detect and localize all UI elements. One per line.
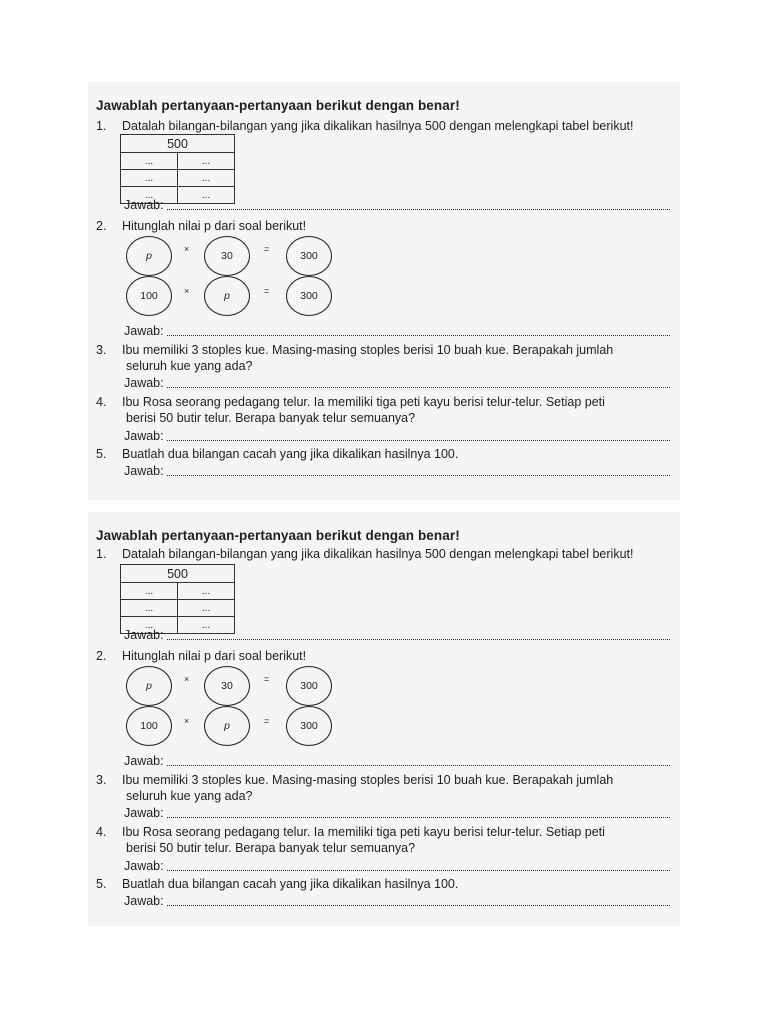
equation-circle: 100	[126, 706, 172, 746]
answer-label: Jawab:	[124, 324, 164, 338]
question-text-continued: berisi 50 butir telur. Berapa banyak telur semuanya?	[126, 411, 416, 425]
equation-circle: 300	[286, 236, 332, 276]
equation-circle: 30	[204, 236, 250, 276]
question-2	[96, 648, 678, 664]
equation-circle: 100	[126, 276, 172, 316]
worksheet-top	[88, 82, 680, 500]
question-text: Buatlah dua bilangan cacah yang jika dikalikan hasilnya 100.	[122, 877, 459, 891]
question-5	[96, 446, 678, 462]
question-5	[96, 876, 678, 892]
table-header: 500	[121, 135, 235, 153]
answer-line-3[interactable]	[124, 806, 670, 820]
table-cell[interactable]: ...	[178, 187, 235, 204]
question-4	[96, 394, 678, 426]
table-cell[interactable]: ...	[121, 153, 178, 170]
answer-dots[interactable]	[167, 764, 670, 766]
table-cell[interactable]: ...	[121, 187, 178, 204]
answer-label: Jawab:	[124, 754, 164, 768]
table-cell[interactable]: ...	[178, 583, 235, 600]
answer-dots[interactable]	[167, 869, 670, 871]
question-3	[96, 342, 678, 374]
equals-sign: =	[264, 674, 270, 684]
question-text: Datalah bilangan-bilangan yang jika dikalikan hasilnya 500 dengan melengkapi tabel berikut!	[122, 119, 634, 133]
question-text-continued: berisi 50 butir telur. Berapa banyak telur semuanya?	[126, 841, 416, 855]
question-number: 4.	[96, 395, 107, 409]
question-text: Ibu memiliki 3 stoples kue. Masing-masing stoples berisi 10 buah kue. Berapakah jumlah	[122, 343, 614, 357]
question-text-continued: seluruh kue yang ada?	[126, 789, 253, 803]
table-cell[interactable]: ...	[121, 583, 178, 600]
multiply-sign: ×	[184, 286, 190, 296]
question-text: Buatlah dua bilangan cacah yang jika dikalikan hasilnya 100.	[122, 447, 459, 461]
question-text-continued: seluruh kue yang ada?	[126, 359, 253, 373]
question-3	[96, 772, 678, 804]
answer-line-5[interactable]	[124, 894, 670, 908]
question-number: 2.	[96, 649, 107, 663]
worksheet-bottom	[88, 512, 680, 926]
question-1	[96, 118, 678, 134]
question-text: Ibu Rosa seorang pedagang telur. Ia memiliki tiga peti kayu berisi telur-telur. Setiap peti	[122, 395, 605, 409]
equals-sign: =	[264, 286, 270, 296]
table-cell[interactable]: ...	[178, 170, 235, 187]
question-1	[96, 546, 678, 562]
answer-dots[interactable]	[167, 816, 670, 818]
question-number: 5.	[96, 877, 107, 891]
answer-dots[interactable]	[167, 334, 670, 336]
equation-circle: 300	[286, 276, 332, 316]
answer-label: Jawab:	[124, 806, 164, 820]
question-text: Ibu memiliki 3 stoples kue. Masing-masing stoples berisi 10 buah kue. Berapakah jumlah	[122, 773, 614, 787]
worksheet-heading: Jawablah pertanyaan-pertanyaan berikut dengan benar!	[96, 98, 460, 113]
answer-dots[interactable]	[167, 638, 670, 640]
multiply-sign: ×	[184, 244, 190, 254]
question-number: 1.	[96, 547, 107, 561]
answer-line-3[interactable]	[124, 376, 670, 390]
table-header: 500	[121, 565, 235, 583]
question-text: Ibu Rosa seorang pedagang telur. Ia memiliki tiga peti kayu berisi telur-telur. Setiap peti	[122, 825, 605, 839]
table-cell[interactable]: ...	[121, 600, 178, 617]
answer-line-1[interactable]	[124, 198, 670, 212]
question-text: Hitunglah nilai p dari soal berikut!	[122, 649, 307, 663]
answer-dots[interactable]	[167, 474, 670, 476]
answer-line-5[interactable]	[124, 464, 670, 478]
multiply-sign: ×	[184, 674, 190, 684]
answer-line-4[interactable]	[124, 859, 670, 873]
table-cell[interactable]: ...	[121, 617, 178, 634]
answer-line-4[interactable]	[124, 429, 670, 443]
equals-sign: =	[264, 244, 270, 254]
worksheet-heading: Jawablah pertanyaan-pertanyaan berikut dengan benar!	[96, 528, 460, 543]
question-number: 5.	[96, 447, 107, 461]
answer-line-2[interactable]	[124, 324, 670, 338]
factor-table	[120, 564, 235, 634]
answer-label: Jawab:	[124, 464, 164, 478]
equation-circle: 300	[286, 706, 332, 746]
question-number: 2.	[96, 219, 107, 233]
answer-line-2[interactable]	[124, 754, 670, 768]
question-number: 3.	[96, 773, 107, 787]
table-cell[interactable]: ...	[178, 617, 235, 634]
table-cell[interactable]: ...	[121, 170, 178, 187]
equals-sign: =	[264, 716, 270, 726]
equation-circle: 30	[204, 666, 250, 706]
answer-dots[interactable]	[167, 439, 670, 441]
equation-circle: p	[204, 276, 250, 316]
answer-label: Jawab:	[124, 198, 164, 212]
table-cell[interactable]: ...	[178, 600, 235, 617]
multiply-sign: ×	[184, 716, 190, 726]
answer-label: Jawab:	[124, 429, 164, 443]
question-text: Hitunglah nilai p dari soal berikut!	[122, 219, 307, 233]
question-2	[96, 218, 678, 234]
equation-circle: p	[204, 706, 250, 746]
question-number: 3.	[96, 343, 107, 357]
question-4	[96, 824, 678, 856]
answer-label: Jawab:	[124, 376, 164, 390]
equation-circle: 300	[286, 666, 332, 706]
answer-dots[interactable]	[167, 208, 670, 210]
answer-dots[interactable]	[167, 386, 670, 388]
answer-dots[interactable]	[167, 904, 670, 906]
table-cell[interactable]: ...	[178, 153, 235, 170]
question-text: Datalah bilangan-bilangan yang jika dikalikan hasilnya 500 dengan melengkapi tabel berikut!	[122, 547, 634, 561]
question-number: 1.	[96, 119, 107, 133]
answer-label: Jawab:	[124, 628, 164, 642]
equation-circle: p	[126, 236, 172, 276]
factor-table	[120, 134, 235, 204]
answer-label: Jawab:	[124, 859, 164, 873]
answer-label: Jawab:	[124, 894, 164, 908]
answer-line-1[interactable]	[124, 628, 670, 642]
equation-circle: p	[126, 666, 172, 706]
question-number: 4.	[96, 825, 107, 839]
